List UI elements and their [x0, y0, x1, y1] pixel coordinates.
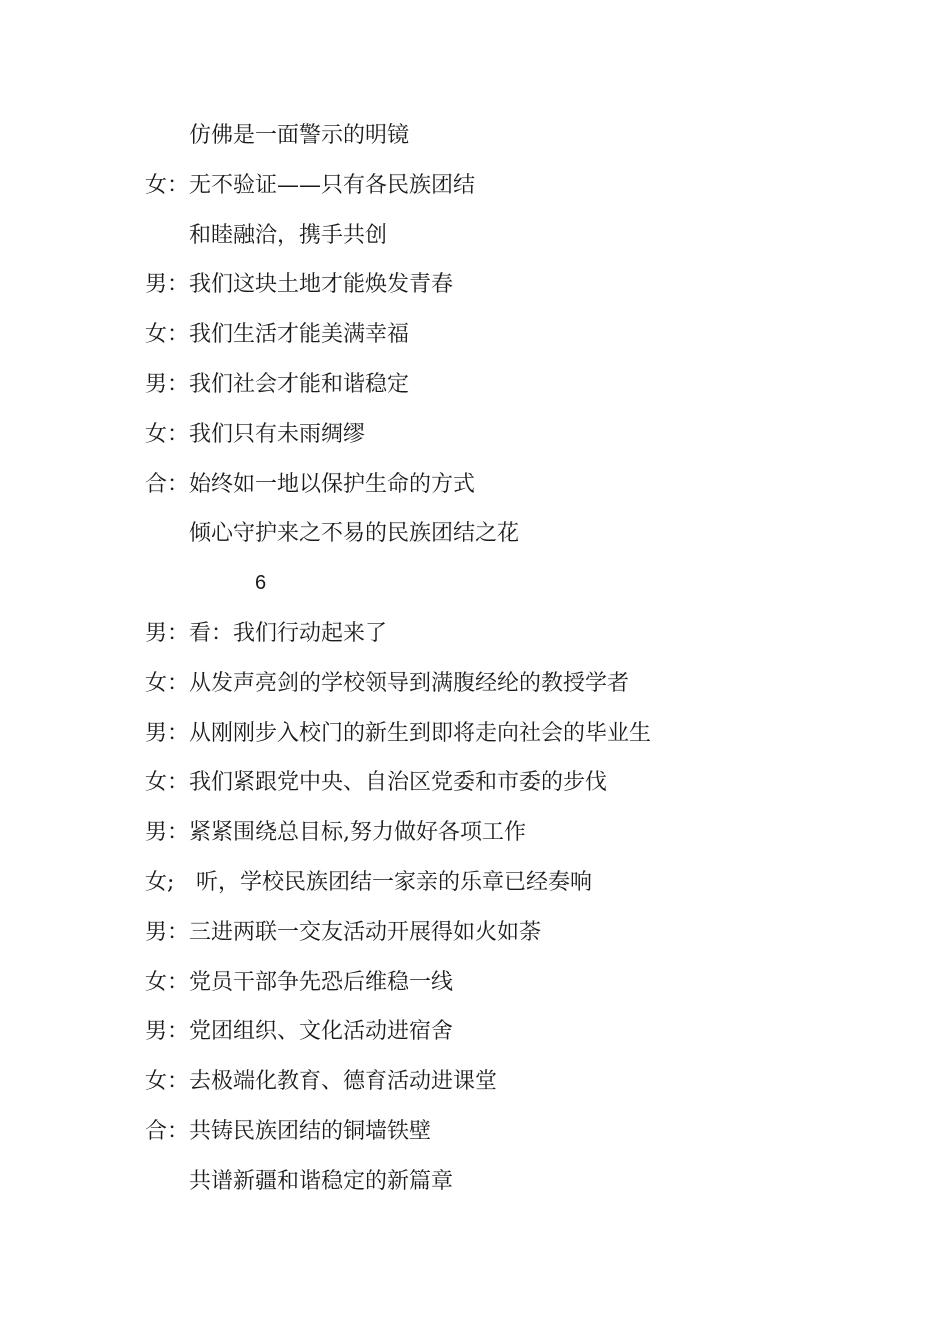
line-text: 紧紧围绕总目标,努力做好各项工作: [189, 820, 526, 846]
speaker-label: 女：: [145, 421, 190, 447]
line-text: 我们只有未雨绸缪: [189, 421, 366, 447]
line-text: 从发声亮剑的学校领导到满腹经纶的教授学者: [189, 670, 630, 696]
script-line: [145, 1157, 845, 1207]
script-line: [145, 1107, 845, 1157]
speaker-label: 女：: [145, 1069, 190, 1095]
speaker-label: 女：: [145, 670, 190, 696]
script-line: [145, 858, 845, 908]
speaker-label: 男：: [145, 371, 190, 397]
line-text: 共铸民族团结的铜墙铁壁: [189, 1118, 432, 1144]
speaker-label: 男：: [145, 272, 190, 298]
script-line: [145, 360, 845, 410]
line-text: 三进两联一交友活动开展得如火如荼: [189, 919, 542, 945]
speaker-label: 男：: [145, 919, 190, 945]
script-body: [145, 111, 845, 1207]
script-line: [145, 410, 845, 460]
line-text: 党员干部争先恐后维稳一线: [189, 969, 454, 995]
speaker-label: 男：: [145, 820, 190, 846]
line-text: 共谱新疆和谐稳定的新篇章: [189, 1168, 454, 1194]
speaker-label: 女：: [145, 770, 190, 796]
line-text: 看：我们行动起来了: [189, 620, 388, 646]
speaker-label: 女：: [145, 969, 190, 995]
speaker-label: 男：: [145, 720, 190, 746]
line-text: 我们这块土地才能焕发青春: [189, 272, 454, 298]
script-line: [145, 111, 845, 161]
script-line: [145, 1007, 845, 1057]
line-text: 倾心守护来之不易的民族团结之花: [189, 521, 520, 547]
page-number: 6: [255, 572, 267, 595]
script-line: [145, 310, 845, 360]
speaker-label: 女;: [145, 869, 175, 895]
script-line: [145, 509, 845, 559]
line-text: 去极端化教育、德育活动进课堂: [189, 1069, 498, 1095]
line-text: 始终如一地以保护生命的方式: [189, 471, 476, 497]
line-text: 听，学校民族团结一家亲的乐章已经奏响: [189, 869, 592, 895]
line-text: 从刚刚步入校门的新生到即将走向社会的毕业生: [189, 720, 652, 746]
speaker-label: 女：: [145, 172, 190, 198]
speaker-label: 男：: [145, 1019, 190, 1045]
script-line: [145, 161, 845, 211]
script-line: [145, 709, 845, 759]
script-line: [145, 260, 845, 310]
line-text: 无不验证——只有各民族团结: [189, 172, 476, 198]
line-text: 我们紧跟党中央、自治区党委和市委的步伐: [189, 770, 608, 796]
speaker-label: 男：: [145, 620, 190, 646]
line-text: 我们社会才能和谐稳定: [189, 371, 410, 397]
script-line: [145, 908, 845, 958]
script-line: [145, 659, 845, 709]
script-line: [145, 211, 845, 261]
script-line: [145, 609, 845, 659]
script-line: [145, 958, 845, 1008]
line-text: 仿佛是一面警示的明镜: [189, 123, 410, 148]
script-line: [145, 758, 845, 808]
script-line: [145, 808, 845, 858]
line-text: 我们生活才能美满幸福: [189, 322, 410, 348]
line-text: 和睦融洽，携手共创: [189, 222, 388, 248]
speaker-label: 合：: [145, 1118, 190, 1144]
page-number-line: [145, 559, 845, 609]
script-line: [145, 1057, 845, 1107]
speaker-label: 合：: [145, 471, 190, 497]
script-line: [145, 460, 845, 510]
speaker-label: 女：: [145, 322, 190, 348]
line-text: 党团组织、文化活动进宿舍: [189, 1019, 454, 1045]
